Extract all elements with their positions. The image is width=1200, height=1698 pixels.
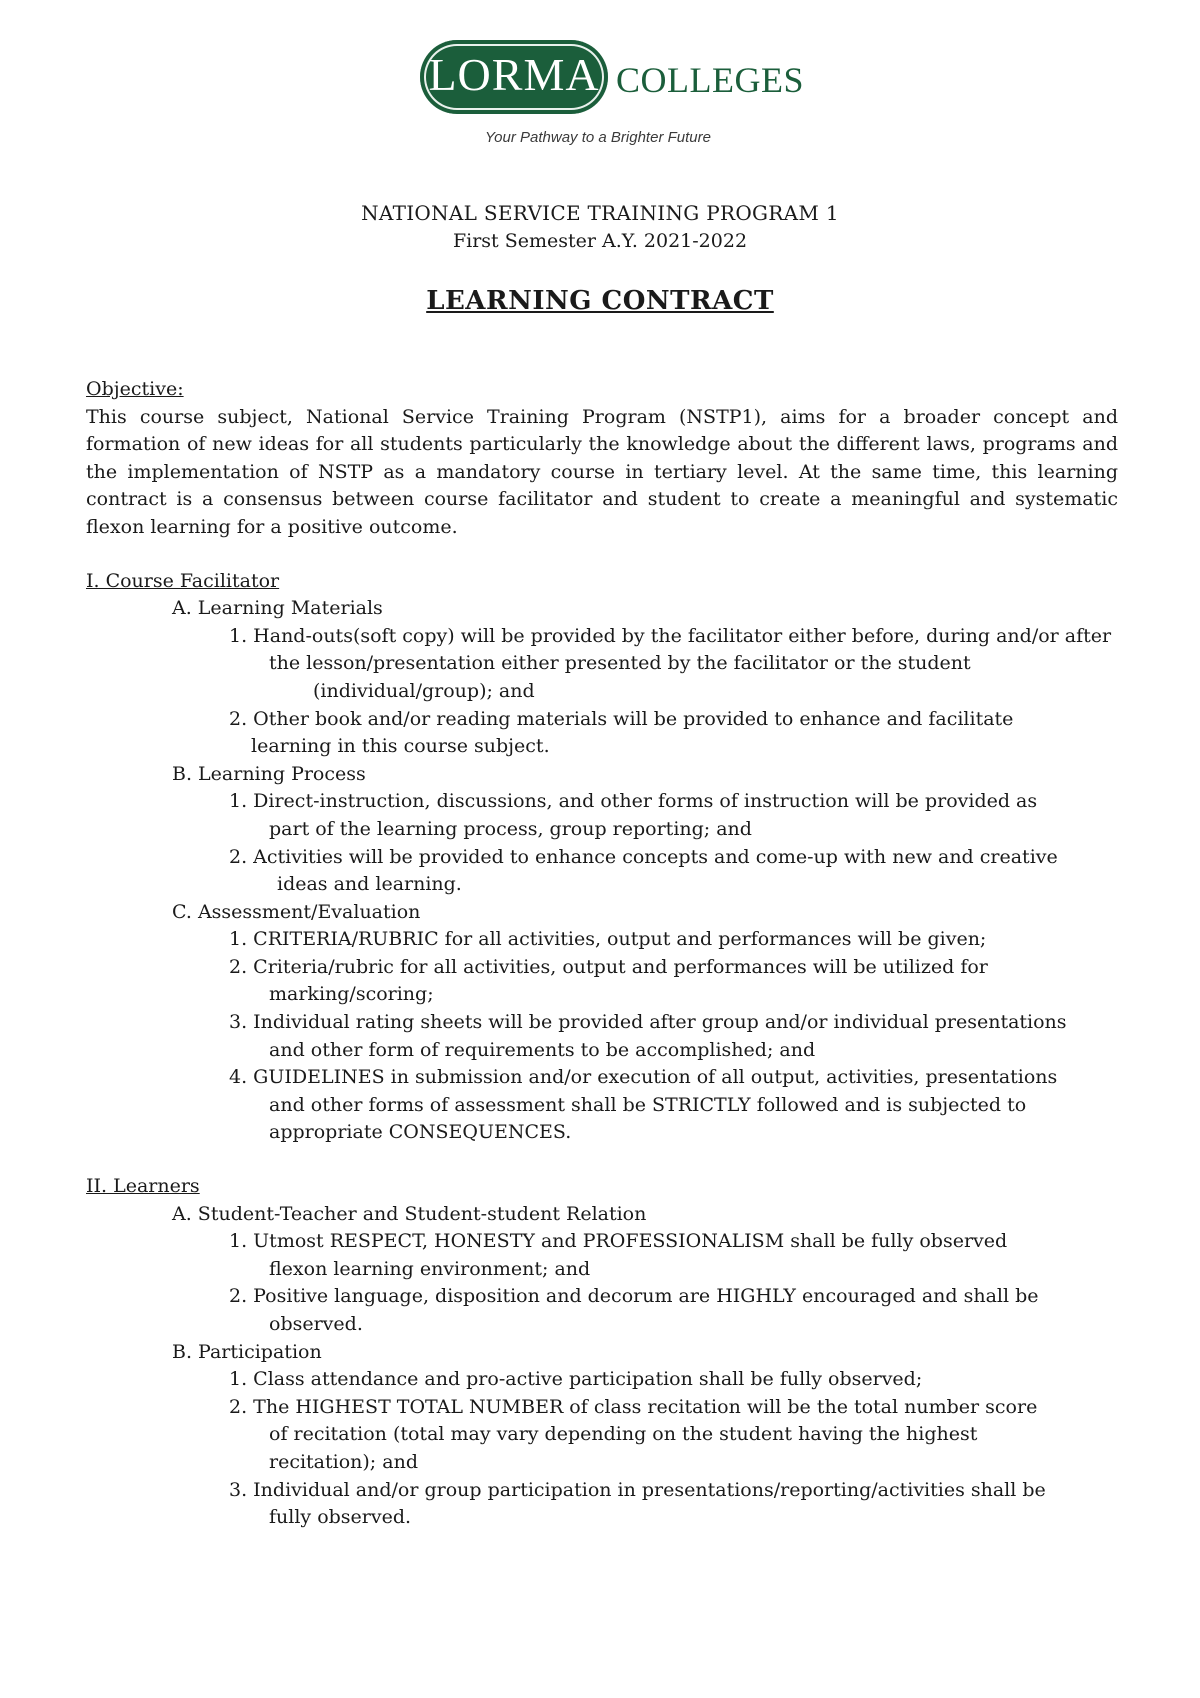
item-line: flexon learning environment; and: [269, 1257, 591, 1280]
item-line: 2. The HIGHEST TOTAL NUMBER of class recitation will be the total number score: [229, 1395, 1038, 1418]
objective-paragraph: This course subject, National Service Training Program (NSTP1), aims for a broader concept and formation of new ideas for all students particularly the knowledge about the different laws, programs and the implementation of NSTP as a mandatory course in tertiary level. At the same time, this learning contract is a consensus between course facilitator and student to create a meaningful and systematic flexon learning for a positive outcome.: [86, 405, 1118, 538]
item-line: 1. Utmost RESPECT, HONESTY and PROFESSIONALISM shall be fully observed: [229, 1230, 1008, 1253]
list-item: [86, 1477, 1118, 1532]
list-item: [86, 1283, 1118, 1338]
item-line: 2. Other book and/or reading materials will be provided to enhance and facilitate: [229, 707, 1014, 730]
item-line: part of the learning process, group reporting; and: [269, 817, 752, 840]
list-item: [86, 926, 1118, 954]
list-item: [86, 1009, 1118, 1064]
subsection-learning-materials: A. Learning Materials: [172, 597, 383, 620]
item-line: ideas and learning.: [277, 873, 462, 896]
logo-badge: [420, 40, 608, 114]
subsection-participation: B. Participation: [172, 1340, 322, 1363]
item-line: 2. Criteria/rubric for all activities, output and performances will be utilized for: [229, 955, 988, 978]
item-line: 2. Activities will be provided to enhance concepts and come-up with new and creative: [229, 845, 1058, 868]
program-title: NATIONAL SERVICE TRAINING PROGRAM 1: [361, 201, 839, 225]
item-line: 1. Direct-instruction, discussions, and other forms of instruction will be provided as: [229, 790, 1038, 813]
item-line: 2. Positive language, disposition and decorum are HIGHLY encouraged and shall be: [229, 1285, 1039, 1308]
list-item: [86, 1394, 1118, 1477]
list-item: [86, 1366, 1118, 1394]
list-item: [86, 706, 1118, 761]
item-line: fully observed.: [269, 1506, 412, 1529]
item-line: and other forms of assessment shall be STRICTLY followed and is subjected to: [269, 1093, 1027, 1116]
subsection-learning-process: B. Learning Process: [172, 762, 366, 785]
item-line: recitation); and: [269, 1450, 418, 1473]
item-line: (individual/group); and: [313, 679, 535, 702]
item-line: 3. Individual and/or group participation in presentations/reporting/activities shall be: [229, 1478, 1046, 1501]
semester-line: First Semester A.Y. 2021-2022: [452, 230, 748, 252]
logo-word: COLLEGES: [616, 60, 804, 100]
document-body: [86, 376, 1118, 1532]
item-line: 1. Class attendance and pro-active participation shall be fully observed;: [229, 1368, 923, 1391]
item-line: learning in this course subject.: [251, 735, 550, 758]
list-item: [86, 1064, 1118, 1147]
subsection-assessment-evaluation: C. Assessment/Evaluation: [172, 900, 421, 923]
item-line: observed.: [269, 1313, 363, 1335]
subsection-student-relation: A. Student-Teacher and Student-student Relation: [172, 1202, 647, 1225]
logo-badge-text: LORMA: [428, 49, 600, 100]
section-learners-heading: II. Learners: [86, 1175, 200, 1198]
item-line: marking/scoring;: [269, 983, 434, 1006]
item-line: and other form of requirements to be accomplished; and: [269, 1038, 816, 1061]
item-line: 3. Individual rating sheets will be provided after group and/or individual presentations: [229, 1011, 1067, 1034]
list-item: [86, 954, 1118, 1009]
lorma-colleges-logo: [420, 40, 804, 155]
list-item: [86, 788, 1118, 843]
item-line: of recitation (total may vary depending on the student having the highest: [269, 1423, 978, 1446]
logo-tagline: Your Pathway to a Brighter Future: [485, 129, 711, 146]
contract-title: LEARNING CONTRACT: [426, 286, 774, 316]
item-line: 4. GUIDELINES in submission and/or execution of all output, activities, presentations: [229, 1066, 1058, 1089]
section-course-facilitator-heading: I. Course Facilitator: [86, 569, 280, 592]
list-item: [86, 1228, 1118, 1283]
item-line: the lesson/presentation either presented by the facilitator or the student: [269, 652, 971, 675]
list-item: [86, 844, 1118, 899]
item-line: appropriate CONSEQUENCES.: [269, 1121, 572, 1144]
item-line: 1. Hand-outs(soft copy) will be provided by the facilitator either before, during and/or after: [229, 624, 1112, 647]
item-line: 1. CRITERIA/RUBRIC for all activities, output and performances will be given;: [229, 928, 987, 951]
objective-heading: Objective:: [86, 378, 184, 400]
list-item: [86, 623, 1118, 706]
